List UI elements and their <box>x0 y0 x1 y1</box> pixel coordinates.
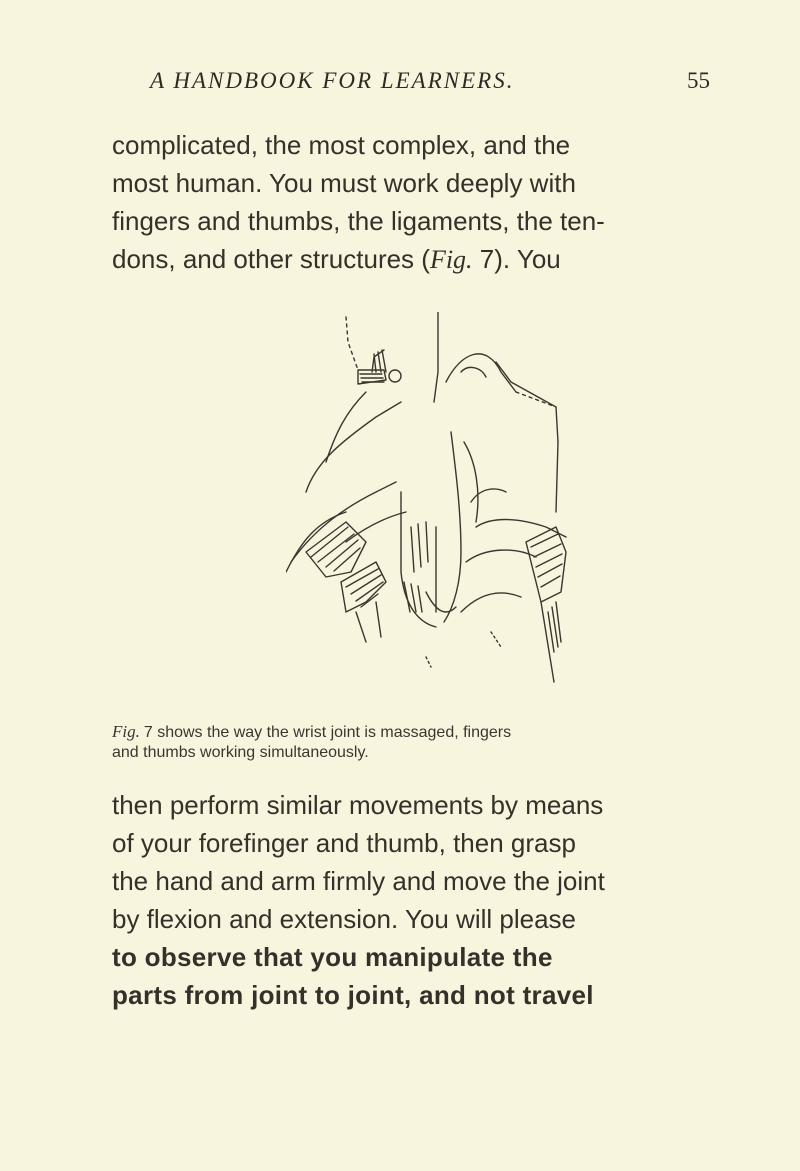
text-line: parts from joint to joint, and not travel <box>112 980 594 1010</box>
running-head-title: A HANDBOOK FOR LEARNERS. <box>150 68 515 93</box>
caption-line <box>112 722 702 743</box>
paragraph-bottom <box>112 786 692 1014</box>
text-line: then perform similar movements by means <box>112 790 604 820</box>
caption-line: and thumbs working simultaneously. <box>112 744 369 761</box>
text-line: to observe that you manipulate the <box>112 942 553 972</box>
running-head <box>150 68 710 98</box>
text-line: fingers and thumbs, the ligaments, the ten- <box>112 206 605 236</box>
text-line: by flexion and extension. You will please <box>112 904 576 934</box>
paragraph-top <box>112 126 692 279</box>
caption-text: 7 shows the way the wrist joint is massaged, fingers <box>143 724 512 741</box>
text-line: most human. You must work deeply with <box>112 168 576 198</box>
wrist-massage-illustration <box>286 312 606 712</box>
text-segment: 7). You <box>472 244 561 274</box>
text-line: of your forefinger and thumb, then grasp <box>112 828 576 858</box>
text-line: complicated, the most complex, and the <box>112 130 571 160</box>
figure-reference: Fig. <box>429 245 473 274</box>
text-line: the hand and arm firmly and move the joint <box>112 866 605 896</box>
page-number: 55 <box>687 68 710 93</box>
caption-figure-label: Fig. <box>112 722 140 741</box>
text-segment: dons, and other structures ( <box>112 244 430 274</box>
figure-caption <box>112 722 702 763</box>
figure-wrist-massage <box>286 312 606 712</box>
text-line <box>112 240 692 279</box>
